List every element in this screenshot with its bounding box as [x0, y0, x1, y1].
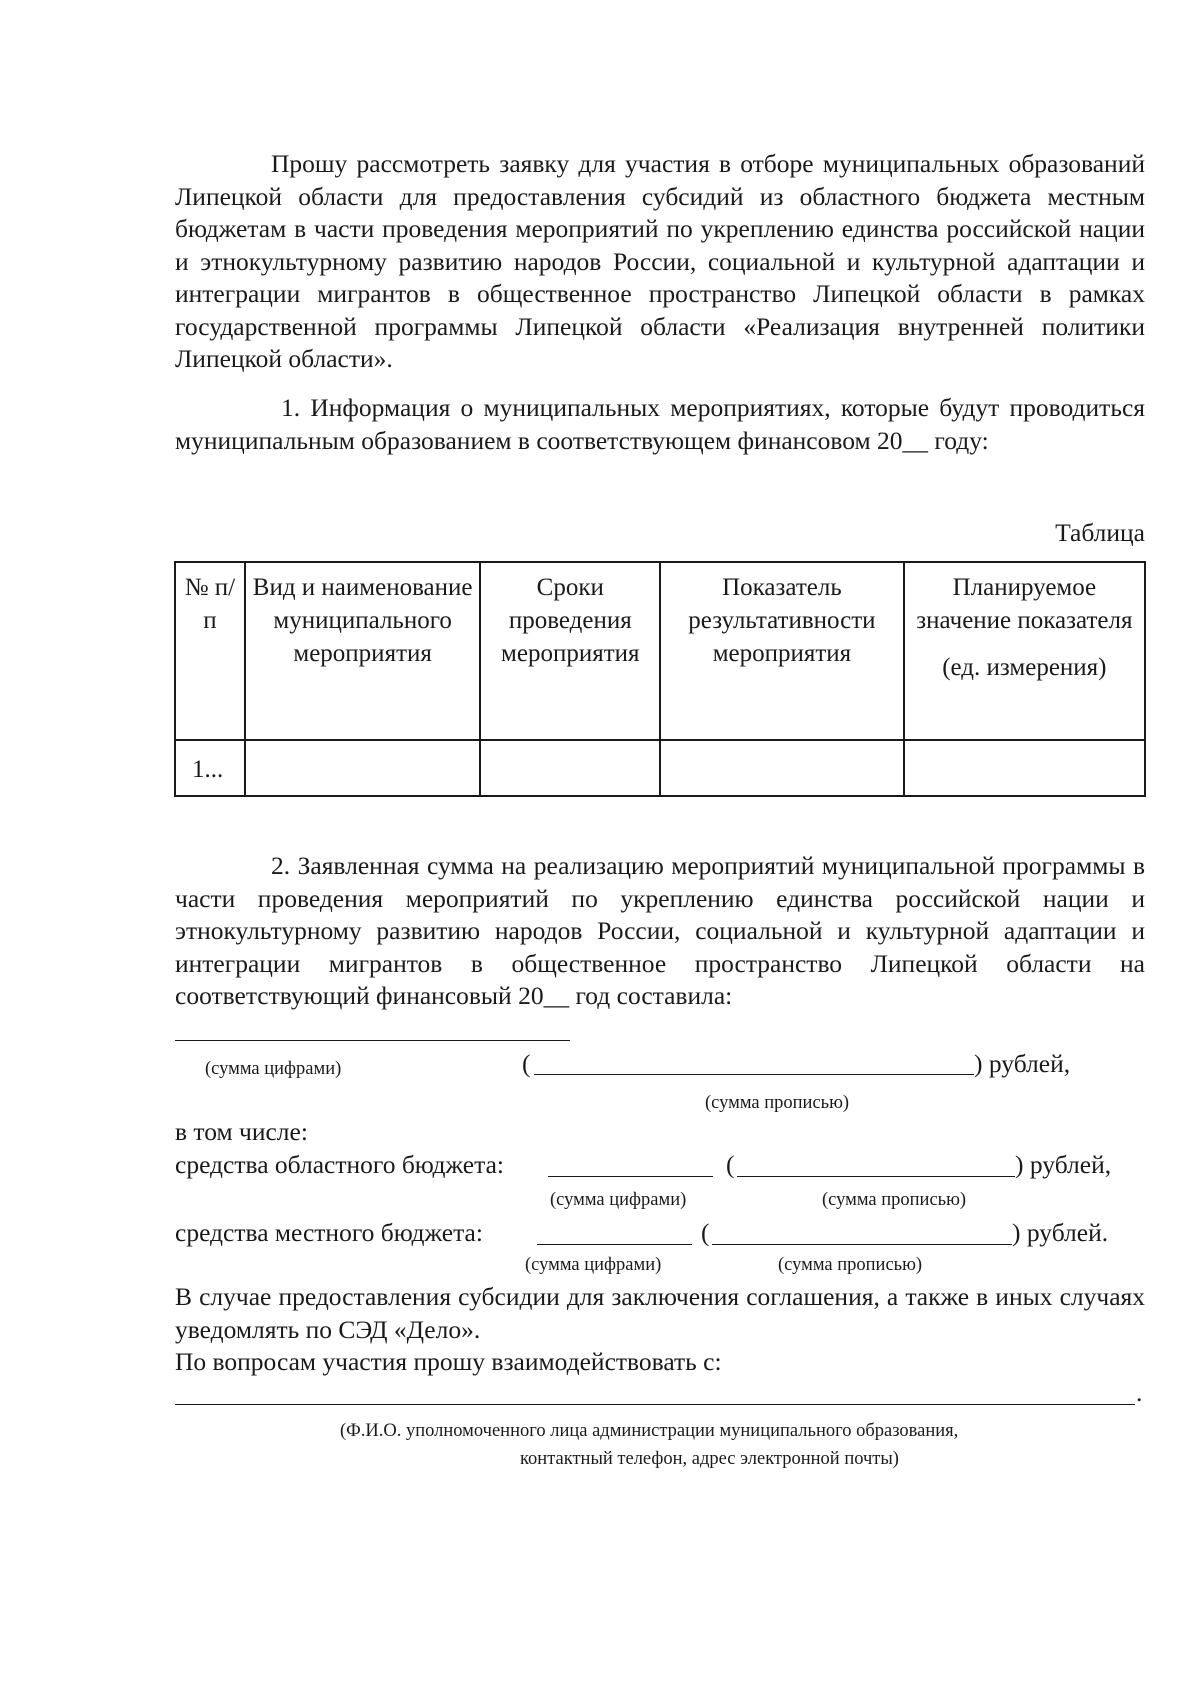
regional-words-line	[737, 1176, 1015, 1177]
contact-caption-line-2: контактный телефон, адрес электронной почты)	[520, 1449, 899, 1469]
regional-digits-caption: (сумма цифрами)	[550, 1190, 687, 1210]
header-planned-label: Планируемое значение показателя	[916, 574, 1133, 634]
table-header-row	[175, 562, 1145, 740]
total-suffix: ) рублей,	[974, 1049, 1071, 1078]
intro-paragraph: Прошу рассмотреть заявку для участия в отборе муниципальных образований Липецкой области для предоставления субсидий из областного бюджета местным бюджетам в части проведения мероприятий по укреплению единства российской нации и этнокультурному развитию народов России, социальной и культурной адаптации и интеграции мигрантов в общественное пространство Липецкой области в рамках государственной программы Липецкой области «Реализация внутренней политики Липецкой области».	[175, 149, 1145, 373]
table-label: Таблица	[1055, 518, 1145, 547]
local-digits-line	[537, 1244, 692, 1245]
cell-num: 1...	[175, 740, 245, 796]
contact-label: По вопросам участия прошу взаимодействовать с:	[175, 1347, 722, 1376]
item-1-paragraph: 1. Информация о муниципальных мероприятиях, которые будут проводиться муниципальным образованием в соответствующем финансовом 20__ году:	[175, 393, 1145, 455]
regional-suffix: ) рублей,	[1015, 1150, 1112, 1179]
header-dates: Сроки проведения мероприятия	[480, 562, 660, 740]
total-digits-caption: (сумма цифрами)	[205, 1059, 342, 1079]
notify-paragraph: В случае предоставления субсидии для заключения соглашения, а также в иных случаях уведомлять по СЭД «Дело».	[175, 1282, 1145, 1344]
header-indicator: Показатель результативности мероприятия	[660, 562, 904, 740]
local-words-line	[712, 1244, 1012, 1245]
cell-planned	[904, 740, 1145, 796]
cell-name	[245, 740, 481, 796]
regional-words-caption: (сумма прописью)	[822, 1190, 967, 1210]
local-paren-open: (	[701, 1218, 710, 1247]
local-label: средства местного бюджета:	[175, 1218, 483, 1247]
cell-dates	[480, 740, 660, 796]
item-2-paragraph: 2. Заявленная сумма на реализацию мероприятий муниципальной программы в части проведения мероприятий по укреплению единства российской нации и этнокультурному развитию народов России, социальной и культурной адаптации и интеграции мигрантов в общественное пространство Липецкой области на соответствующий финансовый 20__ год составила:	[175, 851, 1145, 1010]
contact-line	[175, 1404, 1135, 1405]
total-digits-line	[175, 1040, 570, 1041]
regional-paren-open: (	[726, 1150, 735, 1179]
header-num: № п/п	[175, 562, 245, 740]
local-suffix: ) рублей.	[1012, 1218, 1109, 1247]
events-table	[174, 561, 1146, 797]
cell-indicator	[660, 740, 904, 796]
total-words-line	[534, 1074, 974, 1075]
local-digits-caption: (сумма цифрами)	[525, 1255, 662, 1275]
contact-end: .	[1136, 1378, 1143, 1407]
total-paren-open: (	[522, 1049, 531, 1078]
header-planned-unit: (ед. измерения)	[942, 654, 1107, 681]
contact-caption-line-1: (Ф.И.О. уполномоченного лица администрации муниципального образования,	[340, 1421, 959, 1441]
total-words-caption: (сумма прописью)	[705, 1093, 850, 1113]
regional-digits-line	[548, 1176, 713, 1177]
local-words-caption: (сумма прописью)	[778, 1255, 923, 1275]
header-name: Вид и наименование муниципального мероприятия	[245, 562, 481, 740]
regional-label: средства областного бюджета:	[175, 1150, 504, 1179]
including-label: в том числе:	[175, 1117, 308, 1146]
table-row	[175, 740, 1145, 796]
header-planned	[904, 562, 1145, 740]
